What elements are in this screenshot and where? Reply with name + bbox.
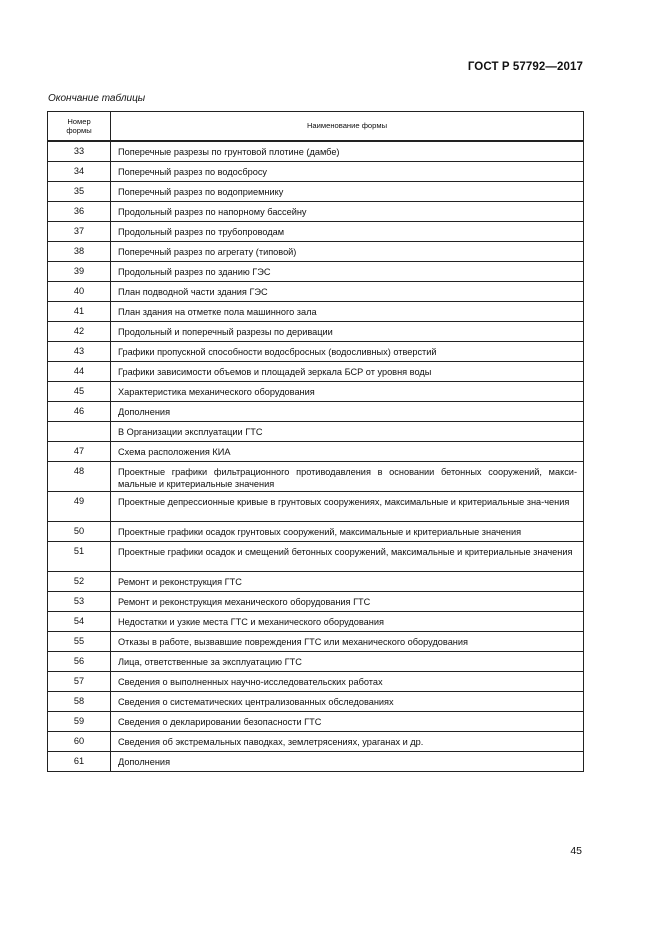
form-name-cell: Ремонт и реконструкция ГТС (111, 572, 584, 592)
form-number-cell: 59 (48, 712, 111, 732)
form-number-cell: 41 (48, 302, 111, 322)
form-number-cell: 51 (48, 542, 111, 572)
form-name-cell: Дополнения (111, 752, 584, 772)
table-row (48, 382, 584, 402)
table-row (48, 462, 584, 492)
form-number-cell: 60 (48, 732, 111, 752)
table-row (48, 141, 584, 162)
form-number-cell: 39 (48, 262, 111, 282)
column-header-name: Наименование формы (111, 112, 584, 142)
forms-table (47, 111, 584, 772)
form-number-cell: 37 (48, 222, 111, 242)
form-number-cell: 35 (48, 182, 111, 202)
table-row (48, 612, 584, 632)
form-name-cell: Сведения о выполненных научно-исследовательских работах (111, 672, 584, 692)
form-name-cell: Поперечный разрез по водоприемнику (111, 182, 584, 202)
form-name-cell: Проектные депрессионные кривые в грунтовых сооружениях, максимальные и критериальные зна-чения (111, 492, 584, 522)
form-number-cell: 43 (48, 342, 111, 362)
table-row (48, 322, 584, 342)
table-row (48, 672, 584, 692)
form-name-cell: В Организации эксплуатации ГТС (111, 422, 584, 442)
form-name-cell: Отказы в работе, вызвавшие повреждения ГТС или механического оборудования (111, 632, 584, 652)
form-number-cell: 50 (48, 522, 111, 542)
table-row (48, 362, 584, 382)
form-number-cell: 49 (48, 492, 111, 522)
table-row (48, 522, 584, 542)
form-name-cell: Лица, ответственные за эксплуатацию ГТС (111, 652, 584, 672)
table-row (48, 442, 584, 462)
form-name-cell: Поперечные разрезы по грунтовой плотине (дамбе) (111, 141, 584, 162)
form-name-cell: Проектные графики фильтрационного противодавления в основании бетонных сооружений, макси-мальные и критериальные значения (111, 462, 584, 492)
form-name-cell: Недостатки и узкие места ГТС и механического оборудования (111, 612, 584, 632)
table-row (48, 652, 584, 672)
form-number-cell: 56 (48, 652, 111, 672)
form-name-cell: Поперечный разрез по агрегату (типовой) (111, 242, 584, 262)
form-number-cell: 47 (48, 442, 111, 462)
form-name-cell: Проектные графики осадок и смещений бетонных сооружений, максимальные и критериальные значения (111, 542, 584, 572)
column-header-number-line1: Номер (67, 116, 91, 126)
form-name-cell: Характеристика механического оборудования (111, 382, 584, 402)
form-number-cell: 38 (48, 242, 111, 262)
form-number-cell: 48 (48, 462, 111, 492)
table-row (48, 572, 584, 592)
column-header-number (48, 112, 111, 142)
table-row (48, 242, 584, 262)
table-row (48, 732, 584, 752)
form-name-cell: План здания на отметке пола машинного зала (111, 302, 584, 322)
form-number-cell: 44 (48, 362, 111, 382)
form-name-cell: Сведения о декларировании безопасности ГТС (111, 712, 584, 732)
table-body (48, 141, 584, 772)
form-number-cell: 54 (48, 612, 111, 632)
form-number-cell: 61 (48, 752, 111, 772)
document-header: ГОСТ Р 57792—2017 (467, 61, 583, 73)
form-name-cell: Дополнения (111, 402, 584, 422)
form-number-cell: 34 (48, 162, 111, 182)
form-name-cell: Проектные графики осадок грунтовых сооружений, максимальные и критериальные значения (111, 522, 584, 542)
form-number-cell: 46 (48, 402, 111, 422)
table-row (48, 492, 584, 522)
form-name-cell: Поперечный разрез по водосбросу (111, 162, 584, 182)
form-name-cell: План подводной части здания ГЭС (111, 282, 584, 302)
table-row (48, 222, 584, 242)
form-name-cell: Схема расположения КИА (111, 442, 584, 462)
column-header-number-line2: формы (66, 126, 92, 135)
form-name-cell: Графики пропускной способности водосбросных (водосливных) отверстий (111, 342, 584, 362)
table-row (48, 262, 584, 282)
form-number-cell: 53 (48, 592, 111, 612)
form-number-cell: 52 (48, 572, 111, 592)
form-number-cell: 55 (48, 632, 111, 652)
table-row (48, 422, 584, 442)
form-name-cell: Ремонт и реконструкция механического оборудования ГТС (111, 592, 584, 612)
table-row (48, 202, 584, 222)
table-row (48, 182, 584, 202)
table-row (48, 752, 584, 772)
form-name-cell: Графики зависимости объемов и площадей зеркала БСР от уровня воды (111, 362, 584, 382)
table-header-row (48, 112, 584, 142)
table-row (48, 342, 584, 362)
form-number-cell: 33 (48, 141, 111, 162)
table-row (48, 302, 584, 322)
form-name-cell: Сведения об экстремальных паводках, землетрясениях, ураганах и др. (111, 732, 584, 752)
form-number-cell: 58 (48, 692, 111, 712)
form-name-cell: Продольный разрез по трубопроводам (111, 222, 584, 242)
form-name-cell: Сведения о систематических централизованных обследованиях (111, 692, 584, 712)
table-caption: Окончание таблицы (48, 93, 146, 104)
table-row (48, 592, 584, 612)
table-row (48, 692, 584, 712)
form-number-cell: 57 (48, 672, 111, 692)
form-name-cell: Продольный и поперечный разрезы по деривации (111, 322, 584, 342)
form-number-cell: 42 (48, 322, 111, 342)
form-name-cell: Продольный разрез по напорному бассейну (111, 202, 584, 222)
table-row (48, 162, 584, 182)
page-number: 45 (570, 845, 582, 857)
form-name-cell: Продольный разрез по зданию ГЭС (111, 262, 584, 282)
form-number-cell: 36 (48, 202, 111, 222)
form-number-cell (48, 422, 111, 442)
table-row (48, 632, 584, 652)
table-row (48, 402, 584, 422)
table-row (48, 712, 584, 732)
table-row (48, 282, 584, 302)
table-row (48, 542, 584, 572)
form-number-cell: 40 (48, 282, 111, 302)
form-number-cell: 45 (48, 382, 111, 402)
